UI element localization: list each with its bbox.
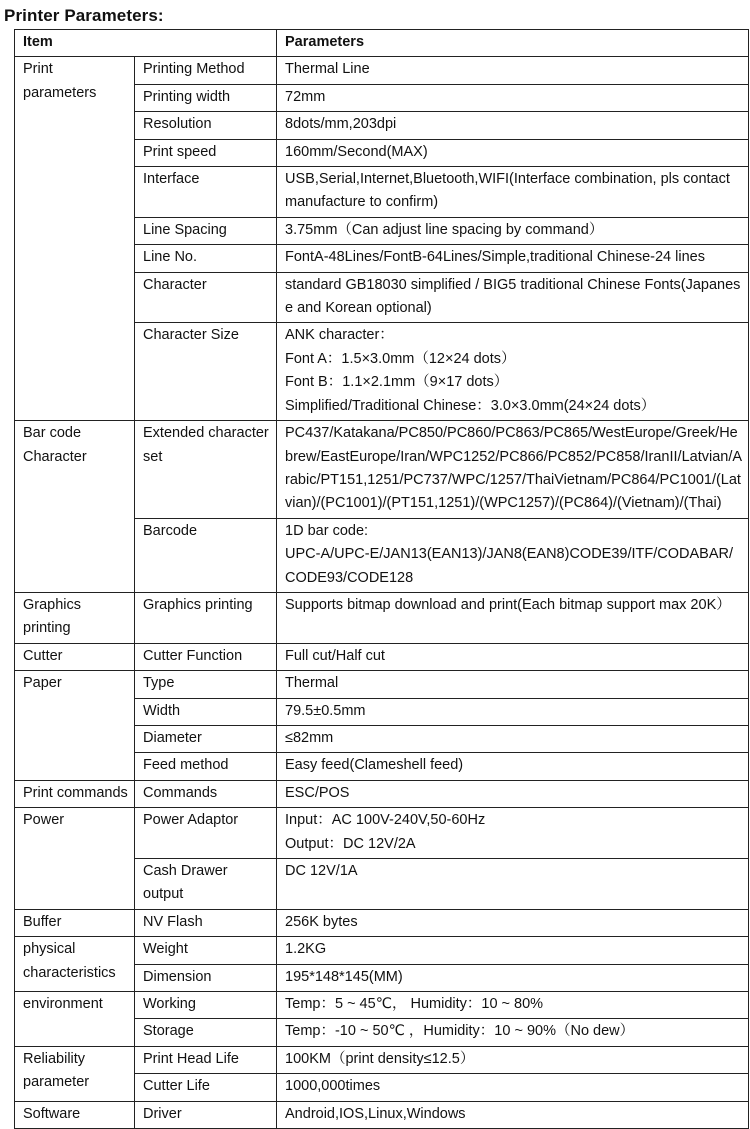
param-value: ≤82mm [277,725,749,752]
param-name: Type [135,671,277,698]
param-name: Printing width [135,84,277,111]
param-value: ANK character： Font A：1.5×3.0mm（12×24 dots） Font B：1.1×2.1mm（9×17 dots） Simplified/Traditional Chinese：3.0×3.0mm(24×24 dots） [277,323,749,421]
param-name: Working [135,992,277,1019]
header-parameters: Parameters [277,30,749,57]
group-cell: Paper [15,671,135,781]
param-value: 72mm [277,84,749,111]
param-value: Supports bitmap download and print(Each bitmap support max 20K） [277,592,749,643]
param-name: Character [135,272,277,323]
page-title: Printer Parameters: [4,6,164,25]
param-name: Width [135,698,277,725]
param-value: 100KM（print density≤12.5） [277,1046,749,1073]
table-row [15,1101,749,1128]
param-value: FontA-48Lines/FontB-64Lines/Simple,traditional Chinese-24 lines [277,245,749,272]
param-value: Input：AC 100V-240V,50-60Hz Output：DC 12V/2A [277,808,749,859]
table-row [15,992,749,1019]
param-value: Full cut/Half cut [277,643,749,670]
param-value: 8dots/mm,203dpi [277,112,749,139]
param-name: Cash Drawer output [135,859,277,910]
table-row [15,57,749,84]
param-name: Weight [135,937,277,964]
table-row [15,1046,749,1073]
param-name: Print Head Life [135,1046,277,1073]
group-cell: Power [15,808,135,910]
param-name: Cutter Life [135,1074,277,1101]
table-row [15,808,749,859]
param-name: Diameter [135,725,277,752]
param-name: Print speed [135,139,277,166]
printer-parameters-table [14,29,749,1129]
param-name: Resolution [135,112,277,139]
param-value: DC 12V/1A [277,859,749,910]
param-name: Feed method [135,753,277,780]
table-row [15,643,749,670]
param-name: Line Spacing [135,217,277,244]
param-name: Line No. [135,245,277,272]
param-value: Thermal Line [277,57,749,84]
param-value: ESC/POS [277,780,749,807]
param-name: Cutter Function [135,643,277,670]
group-cell: Software [15,1101,135,1128]
param-name: Extended character set [135,421,277,519]
param-value: 1000,000times [277,1074,749,1101]
group-cell: Buffer [15,909,135,936]
param-name: Power Adaptor [135,808,277,859]
group-cell: physical characteristics [15,937,135,992]
header-item: Item [15,30,277,57]
param-name: Barcode [135,518,277,592]
param-value: Thermal [277,671,749,698]
param-value: 1.2KG [277,937,749,964]
param-name: Dimension [135,964,277,991]
param-value: 195*148*145(MM) [277,964,749,991]
table-row [15,421,749,519]
param-value: Temp：5 ~ 45℃， Humidity：10 ~ 80% [277,992,749,1019]
param-value: 160mm/Second(MAX) [277,139,749,166]
param-value: 1D bar code: UPC-A/UPC-E/JAN13(EAN13)/JAN8(EAN8)CODE39/ITF/CODABAR/CODE93/CODE128 [277,518,749,592]
table-header-row [15,30,749,57]
group-cell: Bar code Character [15,421,135,593]
table-row [15,937,749,964]
table-row [15,592,749,643]
param-value: PC437/Katakana/PC850/PC860/PC863/PC865/WestEurope/Greek/Hebrew/EastEurope/Iran/WPC1252/PC866/PC852/PC858/IranII/Latvian/Arabic/PT151,1251/PC737/WPC/1257/ThaiVietnam/PC864/PC1001/(Latvian)/(PC1001)/(PT151,1251)/(WPC1257)/(PC864)/(Vietnam)/(Thai) [277,421,749,519]
table-row [15,909,749,936]
param-value: Android,IOS,Linux,Windows [277,1101,749,1128]
param-value: USB,Serial,Internet,Bluetooth,WIFI(Interface combination, pls contact manufacture to confirm) [277,167,749,218]
param-value: 3.75mm（Can adjust line spacing by command） [277,217,749,244]
group-cell: Graphics printing [15,592,135,643]
param-value: standard GB18030 simplified / BIG5 traditional Chinese Fonts(Japanese and Korean optional) [277,272,749,323]
group-cell: Print commands [15,780,135,807]
param-value: Easy feed(Clameshell feed) [277,753,749,780]
param-name: Storage [135,1019,277,1046]
param-value: Temp：-10 ~ 50℃ ，Humidity：10 ~ 90%（No dew） [277,1019,749,1046]
param-name: Interface [135,167,277,218]
param-value: 256K bytes [277,909,749,936]
param-name: Commands [135,780,277,807]
param-name: Driver [135,1101,277,1128]
param-value: 79.5±0.5mm [277,698,749,725]
group-cell: Reliability parameter [15,1046,135,1101]
table-row [15,671,749,698]
param-name: Graphics printing [135,592,277,643]
group-cell: environment [15,992,135,1047]
param-name: Character Size [135,323,277,421]
param-name: NV Flash [135,909,277,936]
group-cell: Cutter [15,643,135,670]
param-name: Printing Method [135,57,277,84]
group-cell: Print parameters [15,57,135,421]
table-row [15,780,749,807]
